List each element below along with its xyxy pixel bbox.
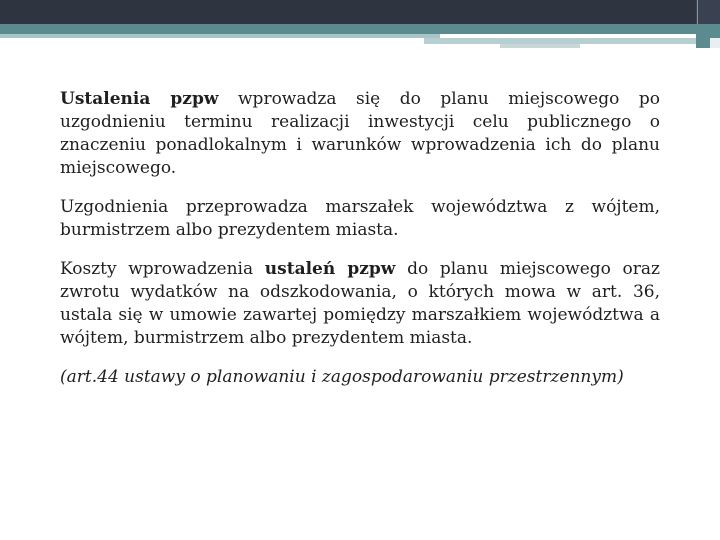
- paragraph-2-text: Uzgodnienia przeprowadza marszałek województwa z wójtem, burmistrzem albo prezydentem miasta.: [60, 197, 660, 240]
- header-stripe-grey: [500, 44, 580, 48]
- header-stripe-right: [710, 38, 720, 48]
- paragraph-4-citation: [60, 366, 660, 389]
- header-bar-dark: [0, 0, 720, 24]
- header-bar-teal: [0, 24, 720, 34]
- header-stripe-light-left: [0, 34, 440, 38]
- paragraph-3: [60, 258, 660, 350]
- paragraph-2: [60, 196, 660, 242]
- paragraph-1-text: wprowadza się do planu miejscowego po uzgodnieniu terminu realizacji inwestycji celu publicznego o znaczeniu ponadlokalnym i warunków wprowadzenia ich do planu miejscowego.: [60, 89, 660, 178]
- citation-text: (art.44 ustawy o planowaniu i zagospodarowaniu przestrzennym): [60, 367, 624, 387]
- paragraph-1-bold-lead: Ustalenia pzpw: [60, 89, 219, 109]
- paragraph-3-text-before: Koszty wprowadzenia: [60, 259, 265, 279]
- header-corner-line: [697, 0, 698, 24]
- paragraph-3-bold-mid: ustaleń pzpw: [264, 259, 396, 279]
- slide-content: [60, 88, 660, 405]
- paragraph-1: [60, 88, 660, 180]
- header-corner-block: [696, 0, 720, 24]
- paragraph-3-text-after: do planu miejscowego oraz zwrotu wydatków na odszkodowania, o których mowa w art. 36, ustala się w umowie zawartej pomiędzy marszałkiem województwa a wójtem, burmistrzem albo prezydentem miasta.: [60, 259, 661, 348]
